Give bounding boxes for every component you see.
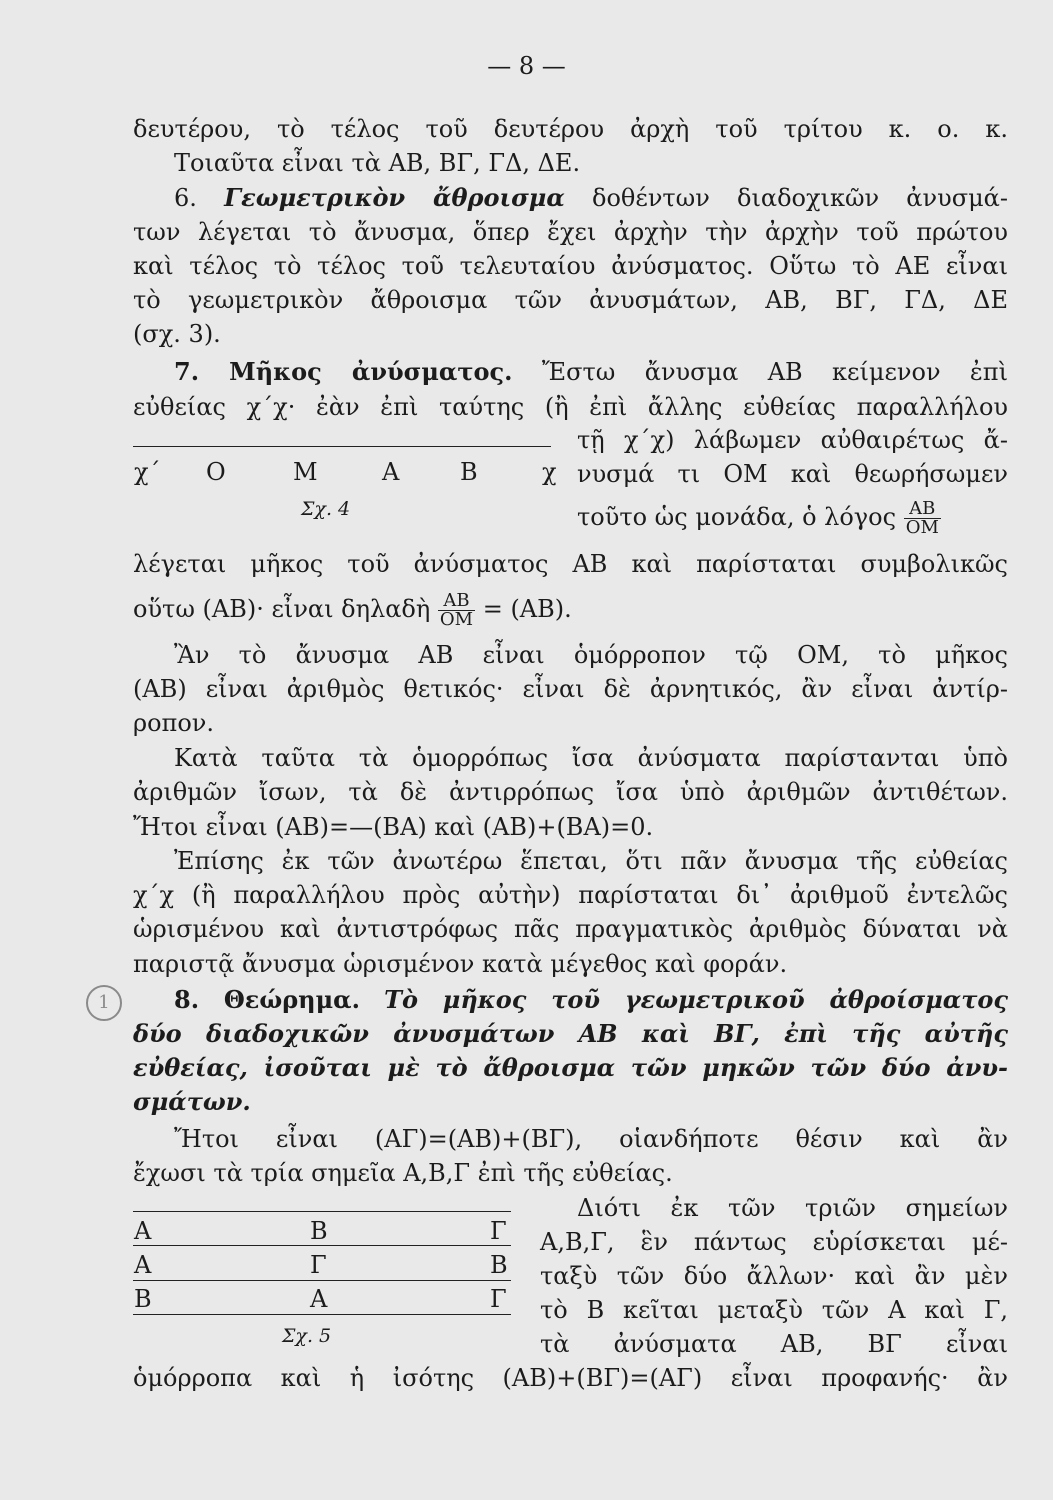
theorem-text: Τὸ μῆκος τοῦ γεωμετρικοῦ ἀθροίσματος: [384, 985, 1009, 1014]
fig4-label: Ο: [206, 458, 226, 486]
text-line: Ἂν τὸ ἄνυσμα ΑΒ εἶναι ὁμόρροπον τῷ ΟΜ, τὸ μῆκος: [174, 641, 1008, 669]
section-6-line: [174, 183, 1008, 213]
theorem-line: σμάτων.: [133, 1087, 251, 1116]
text-line: Διότι ἐκ τῶν τριῶν σημείων: [577, 1194, 1008, 1222]
fig5-label: Γ: [310, 1251, 327, 1279]
text-line: ἀριθμῶν ἴσων, τὰ δὲ ἀντιρρόπως ἴσα ὑπὸ ἀριθμῶν ἀντιθέτων.: [133, 778, 1008, 806]
section-heading: 7. Μῆκος ἀνύσματος.: [174, 357, 513, 386]
text-line: Α,Β,Γ, ἓν πάντως εὑρίσκεται μέ-: [540, 1228, 1008, 1256]
fig5-label: Γ: [490, 1285, 507, 1313]
text-line: τῇ χ΄χ) λάβωμεν αὐθαιρέτως ἄ-: [577, 426, 1008, 454]
section-text: δοθέντων διαδοχικῶν ἀνυσμά-: [592, 184, 1008, 212]
text-line: Ἐπίσης ἐκ τῶν ἀνωτέρω ἕπεται, ὅτι πᾶν ἄνυσμα τῆς εὐθείας: [174, 847, 1008, 875]
fig5-line: [133, 1245, 511, 1246]
fraction-denominator: ΟΜ: [905, 517, 939, 538]
text-line: ἔχωσι τὰ τρία σημεῖα Α,Β,Γ ἐπὶ τῆς εὐθείας.: [133, 1159, 673, 1187]
fig5-label: Α: [134, 1217, 152, 1245]
text-line: Ἤτοι εἶναι (ΑΒ)=—(ΒΑ) καὶ (ΑΒ)+(ΒΑ)=0.: [133, 813, 654, 841]
text-line: δευτέρου, τὸ τέλος τοῦ δευτέρου ἀρχὴ τοῦ τρίτου κ. ο. κ.: [133, 115, 1008, 143]
text-line: τὸ γεωμετρικὸν ἄθροισμα τῶν ἀνυσμάτων, ΑΒ, ΒΓ, ΓΔ, ΔΕ: [133, 286, 1008, 314]
text-line: εὐθείας χ΄χ· ἐὰν ἐπὶ ταύτης (ἢ ἐπὶ ἄλλης εὐθείας παραλλήλου: [133, 393, 1008, 421]
definition-line: [133, 592, 572, 629]
text-line: Κατὰ ταῦτα τὰ ὁμορρόπως ἴσα ἀνύσματα παρίστανται ὑπὸ: [174, 744, 1008, 772]
fig4-label: Α: [382, 458, 400, 486]
fig4-label: Μ: [293, 458, 318, 486]
text-line: ὡρισμένου καὶ ἀντιστρόφως πᾶς πραγματικὸς ἀριθμὸς δύναται νὰ: [133, 915, 1008, 943]
text-line: οὕτω (ΑΒ)· εἶναι δηλαδὴ: [133, 595, 431, 623]
text-line: τοῦτο ὡς μονάδα, ὁ λόγος: [577, 503, 897, 531]
text-line: παριστᾷ ἄνυσμα ὡρισμένον κατὰ μέγεθος καὶ φοράν.: [133, 950, 788, 978]
fig4-label: χ΄: [134, 458, 161, 486]
fig5-caption: Σχ. 5: [282, 1325, 332, 1347]
text-line: (σχ. 3).: [133, 320, 221, 348]
margin-stamp: 1: [86, 985, 122, 1021]
fig4-label: Β: [460, 458, 478, 486]
fig5-line: [133, 1280, 511, 1281]
fig5-label: Β: [310, 1217, 328, 1245]
text-line: χ΄χ (ἢ παραλλήλου πρὸς αὐτὴν) παρίσταται δι᾽ ἀριθμοῦ ἐντελῶς: [133, 881, 1008, 909]
section-8-line: [174, 985, 1008, 1015]
fraction: [904, 500, 941, 537]
text-line: = (ΑΒ).: [482, 595, 572, 623]
text-line: των λέγεται τὸ ἄνυσμα, ὅπερ ἔχει ἀρχὴν τὴν ἀρχὴν τοῦ πρώτου: [133, 218, 1008, 246]
text-line: (ΑΒ) εἶναι ἀριθμὸς θετικός· εἶναι δὲ ἀρνητικός, ἂν εἶναι ἀντίρ-: [133, 675, 1008, 703]
theorem-line: δύο διαδοχικῶν ἀνυσμάτων ΑΒ καὶ ΒΓ, ἐπὶ τῆς αὐτῆς: [133, 1019, 1008, 1048]
fig4-caption: Σχ. 4: [301, 498, 351, 520]
text-line: ὁμόρροπα καὶ ἡ ἰσότης (ΑΒ)+(ΒΓ)=(ΑΓ) εἶναι προφανής· ἂν: [133, 1364, 1008, 1392]
text-line: Ἤτοι εἶναι (ΑΓ)=(ΑΒ)+(ΒΓ), οἱανδήποτε θέσιν καὶ ἂν: [174, 1125, 1008, 1153]
fig5-line: [133, 1314, 511, 1315]
text-line: καὶ τέλος τὸ τέλος τοῦ τελευταίου ἀνύσματος. Οὕτω τὸ ΑΕ εἶναι: [133, 252, 1008, 280]
fig5-label: Α: [310, 1285, 328, 1313]
text-line: ροπον.: [133, 709, 214, 737]
ratio-line: [577, 500, 941, 537]
section-7-line: [174, 357, 1008, 387]
fig5-label: Β: [134, 1285, 152, 1313]
section-term: Γεωμετρικὸν ἄθροισμα: [224, 183, 565, 212]
text-line: λέγεται μῆκος τοῦ ἀνύσματος ΑΒ καὶ παρίσταται συμβολικῶς: [133, 550, 1008, 578]
fig4-label: χ: [542, 458, 557, 486]
section-text: Ἔστω ἄνυσμα ΑΒ κείμενον ἐπὶ: [541, 358, 1008, 386]
text-line: Τοιαῦτα εἶναι τὰ ΑΒ, ΒΓ, ΓΔ, ΔΕ.: [174, 149, 581, 177]
section-heading: 8. Θεώρημα.: [174, 985, 361, 1014]
fig5-line: [133, 1211, 511, 1212]
text-line: τὰ ἀνύσματα ΑΒ, ΒΓ εἶναι: [540, 1330, 1008, 1358]
fig5-label: Α: [134, 1251, 152, 1279]
fraction-denominator: ΟΜ: [439, 609, 474, 630]
fraction-numerator: ΑΒ: [904, 500, 941, 519]
theorem-line: εὐθείας, ἰσοῦται μὲ τὸ ἄθροισμα τῶν μηκῶν τῶν δύο ἀνυ-: [133, 1053, 1008, 1082]
fig5-label: Β: [490, 1251, 508, 1279]
fraction-numerator: ΑΒ: [438, 592, 475, 611]
text-line: ταξὺ τῶν δύο ἄλλων· καὶ ἂν μὲν: [540, 1262, 1008, 1290]
fraction: [438, 592, 475, 629]
fig5-label: Γ: [490, 1217, 507, 1245]
page-number: — 8 —: [487, 52, 566, 80]
fig4-line: [133, 446, 551, 447]
section-number: 6.: [174, 184, 197, 212]
text-line: τὸ Β κεῖται μεταξὺ τῶν Α καὶ Γ,: [540, 1296, 1008, 1324]
text-line: νυσμά τι ΟΜ καὶ θεωρήσωμεν: [577, 460, 1008, 488]
